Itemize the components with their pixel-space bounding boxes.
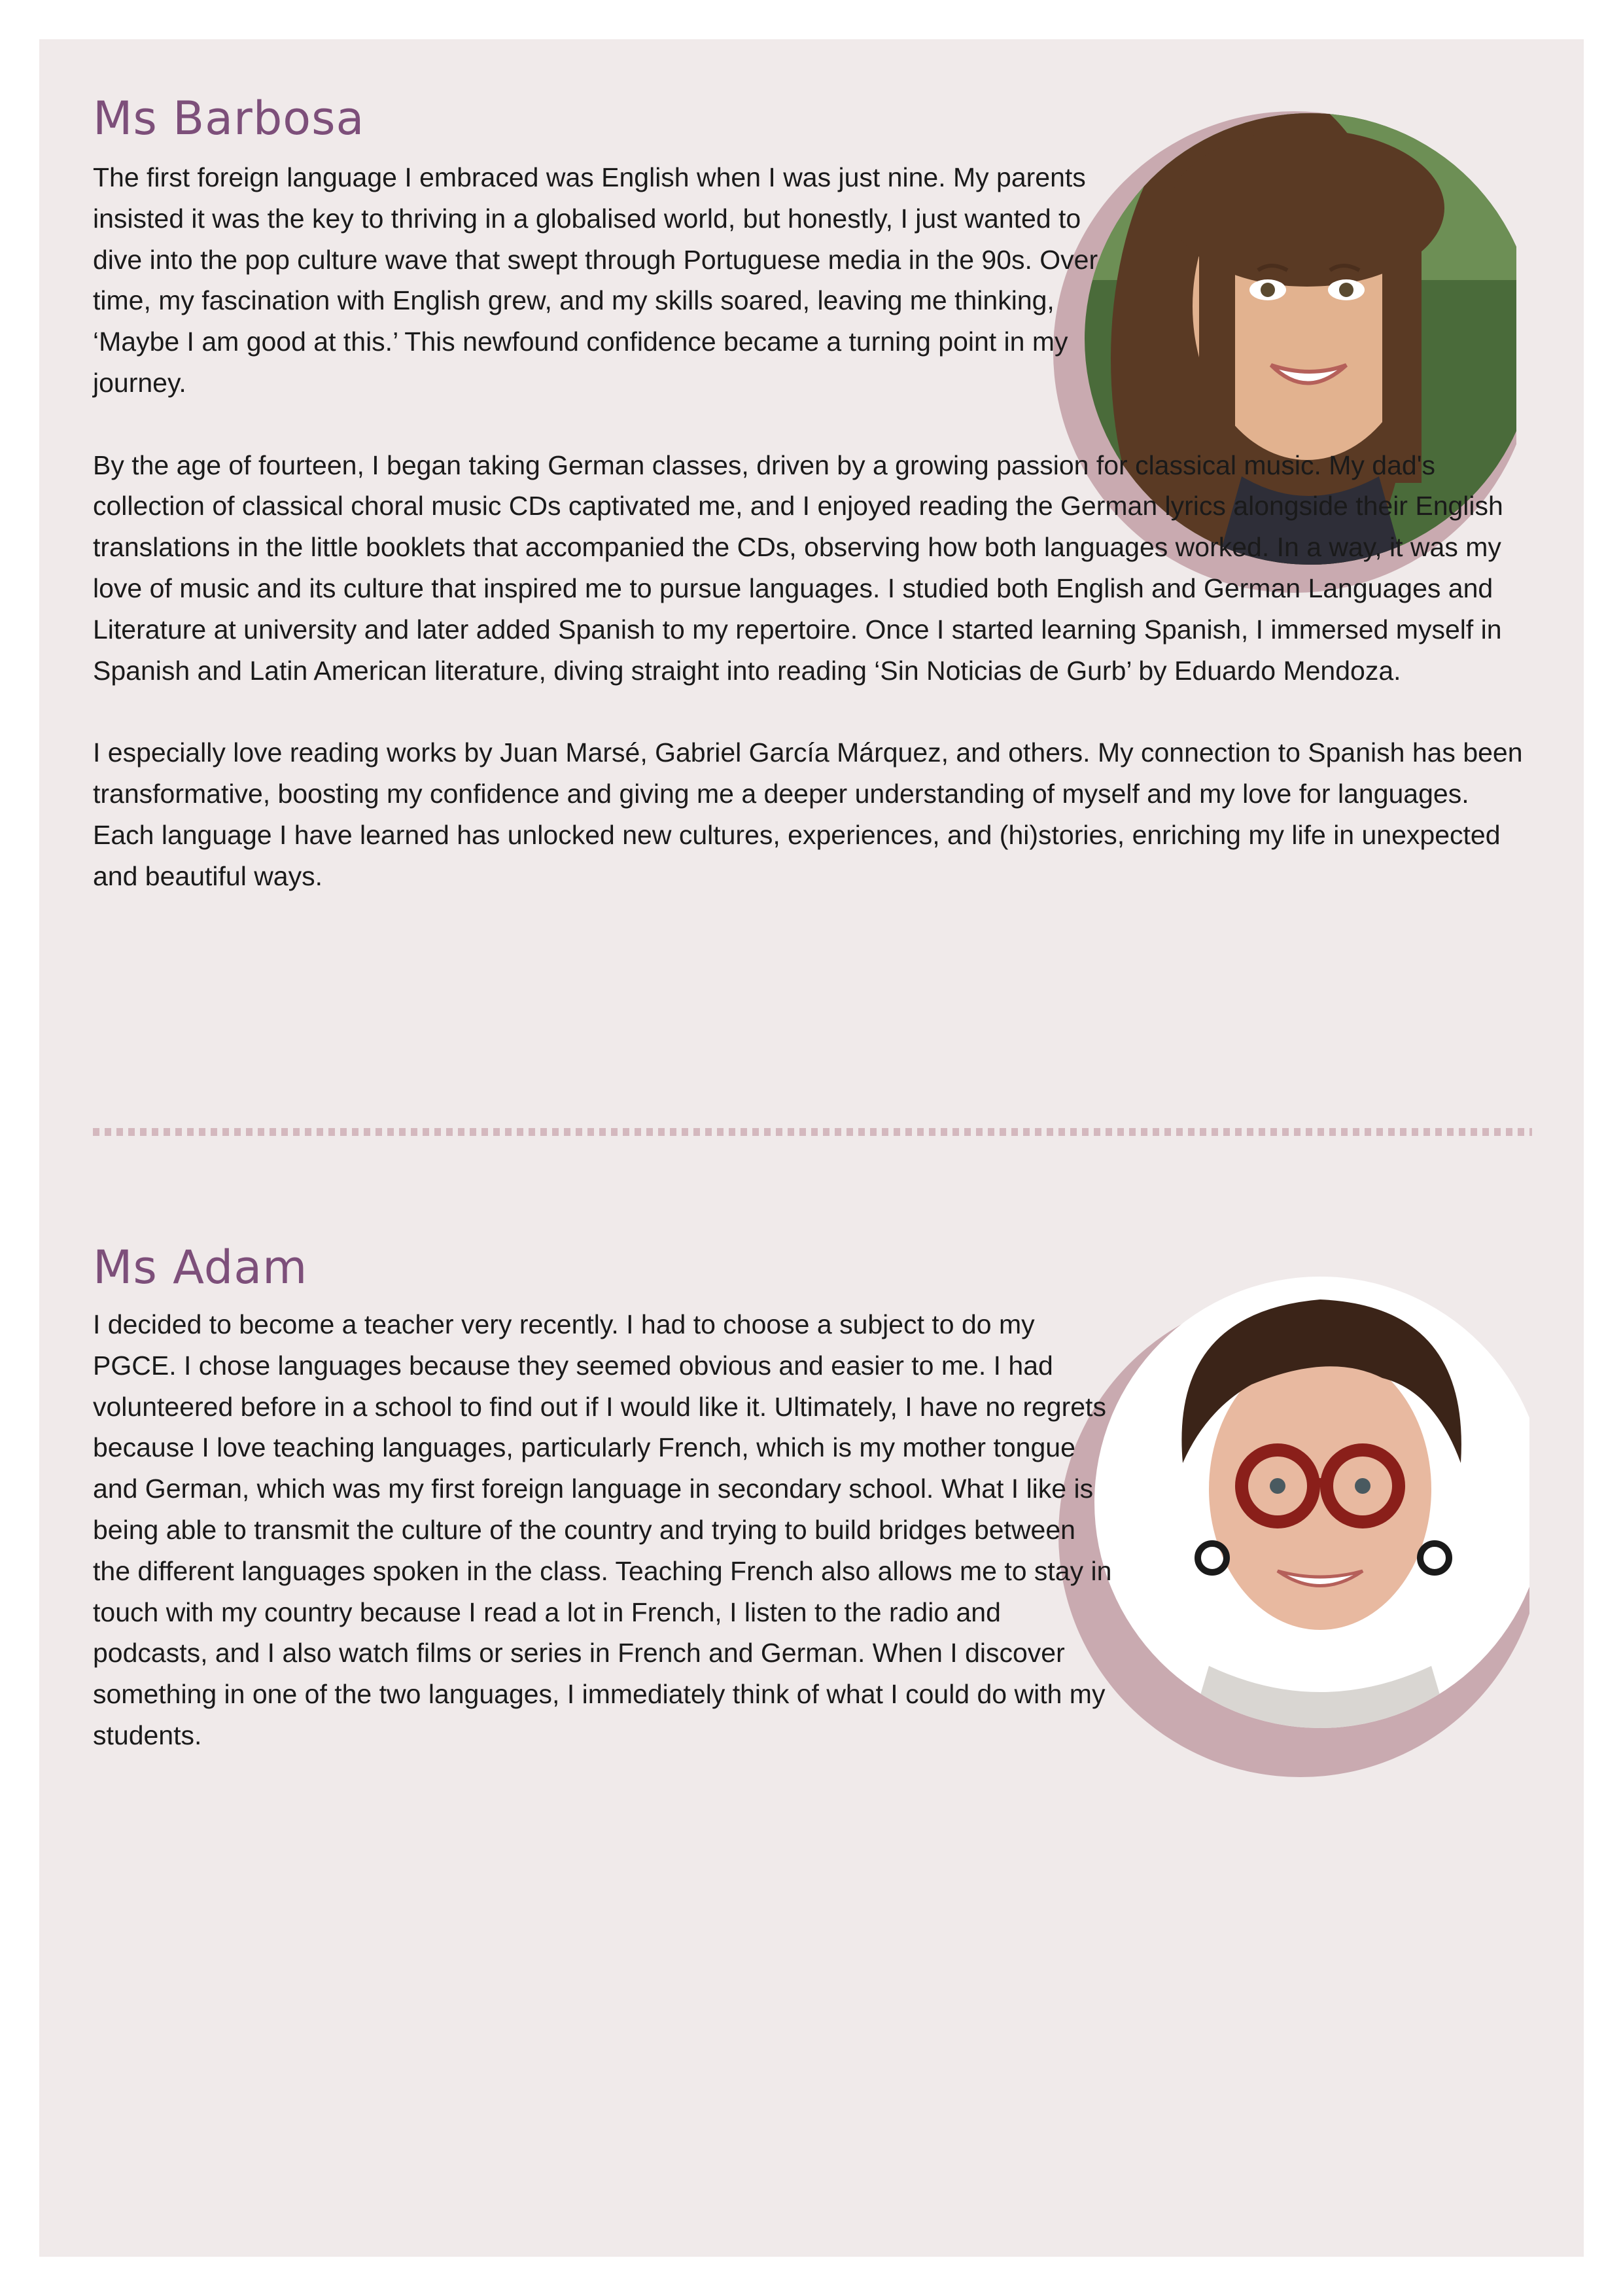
profile-text-barbosa [93, 157, 1532, 896]
profile-text-adam [93, 1304, 1113, 1756]
paragraph-text: By the age of fourteen, I began taking German classes, driven by a growing passion for classical music. My dad's collection of classical choral music CDs captivated me, and I enjoyed reading the German lyrics alongside their English translations in the little booklets that accompanied the CDs, observing how both languages worked. In a way, it was my love of music and its culture that inspired me to pursue languages. I studied both English and German Languages and Literature at university and later added Spanish to my repertoire. Once I started learning Spanish, I immersed myself in Spanish and Latin American literature, diving straight into reading ‘Sin Noticias de Gurb’ by Eduardo Mendoza. [93, 450, 1503, 686]
portrait-woman-glasses-icon [1045, 1273, 1529, 1777]
dotted-divider [93, 1128, 1532, 1136]
paragraph: I especially love reading works by Juan Marsé, Gabriel García Márquez, and others. My connection to Spanish has been transformative, boosting my confidence and giving me a deeper understanding of myself and my love for languages. Each language I have learned has unlocked new cultures, experiences, and (hi)stories, enriching my life in unexpected and beautiful ways. [93, 737, 1523, 891]
paragraph: The first foreign language I embraced was English when I was just nine. My parents insisted it was the key to thriving in a globalised world, but honestly, I just wanted to dive into the pop culture wave that swept through Portuguese media in the 90s. Over time, my fascination with English grew, and my skills soared, leaving me thinking, ‘Maybe I am good at this.’ This newfound confidence became a turning point in my journey. [93, 162, 1098, 398]
page [39, 39, 1584, 2257]
paragraph: I decided to become a teacher very recently. I had to choose a subject to do my PGCE. I chose languages because they seemed obvious and easier to me. I had volunteered before in a school to find out if I would like it. Ultimately, I have no regrets because I love teaching languages, particularly French, which is my mother tongue and German, which was my first foreign language in secondary school. What I like is being able to transmit the culture of the country and trying to build bridges between the different languages spoken in the class. Teaching French also allows me to stay in touch with my country because I read a lot in French, I listen to the radio and podcasts, and I also watch films or series in French and German. When I discover something in one of the two languages, I immediately think of what I could do with my students. [93, 1309, 1112, 1750]
paragraph [93, 445, 1532, 692]
profile-name-barbosa: Ms Barbosa [93, 92, 365, 145]
profile-name-adam: Ms Adam [93, 1241, 308, 1294]
photo-adam [1045, 1273, 1529, 1777]
